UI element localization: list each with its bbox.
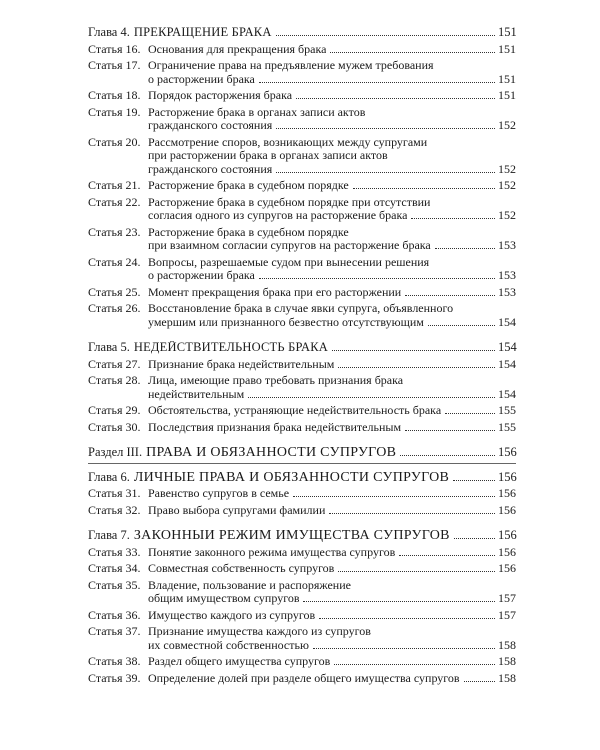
page-number: 157 bbox=[498, 591, 516, 605]
section-divider bbox=[88, 463, 516, 464]
entry-number: Статья 25. bbox=[88, 284, 141, 299]
page-number: 153 bbox=[498, 268, 516, 282]
entry-number: Статья 16. bbox=[88, 41, 141, 56]
page-number: 156 bbox=[498, 528, 517, 542]
entry-number: Раздел III. bbox=[88, 445, 143, 459]
entry-number: Статья 22. bbox=[88, 194, 141, 209]
entry-title: Расторжение брака в судебном порядке bbox=[148, 225, 349, 239]
entry-title: общим имуществом супругов bbox=[148, 592, 300, 605]
toc-entry[interactable] bbox=[88, 286, 516, 300]
page-number: 155 bbox=[498, 403, 516, 417]
page-number: 156 bbox=[498, 445, 517, 459]
page-number: 158 bbox=[498, 670, 516, 685]
page-number: 158 bbox=[498, 654, 516, 668]
entry-number: Статья 21. bbox=[88, 178, 141, 192]
dot-leader bbox=[435, 247, 495, 249]
entry-title: НЕДЕЙСТВИТЕЛЬНОСТЬ БРАКА bbox=[133, 341, 329, 354]
entry-title: гражданского состояния bbox=[148, 119, 273, 132]
entry-title: согласия одного из супругов на расторжение брака bbox=[148, 209, 408, 222]
dot-leader bbox=[248, 396, 495, 398]
toc-entry[interactable] bbox=[88, 179, 516, 193]
toc-entry[interactable] bbox=[88, 404, 516, 418]
toc-entry[interactable] bbox=[88, 302, 516, 329]
entry-title: Последствия признания брака недействительным bbox=[148, 420, 402, 434]
entry-title: ПРАВА И ОБЯЗАННОСТИ СУПРУГОВ bbox=[146, 446, 397, 460]
toc-entry[interactable] bbox=[88, 421, 516, 435]
page-number: 151 bbox=[498, 25, 517, 39]
toc-entry[interactable] bbox=[88, 655, 516, 669]
entry-title: Право выбора супругами фамилии bbox=[148, 503, 326, 517]
toc-entry[interactable] bbox=[88, 226, 516, 253]
entry-title: их совместной собственностью bbox=[148, 638, 309, 652]
dot-leader bbox=[276, 171, 495, 173]
dot-leader bbox=[428, 324, 495, 326]
dot-leader bbox=[332, 349, 495, 351]
toc-entry[interactable] bbox=[88, 136, 516, 177]
entry-title: Порядок расторжения брака bbox=[148, 89, 293, 102]
dot-leader bbox=[399, 554, 495, 556]
page-number: 154 bbox=[498, 356, 516, 371]
page-number: 153 bbox=[498, 284, 516, 299]
page-number: 152 bbox=[498, 178, 516, 192]
entry-title: Момент прекращения брака при его расторжении bbox=[148, 285, 402, 299]
page-number: 156 bbox=[498, 544, 516, 559]
toc-entry[interactable] bbox=[88, 374, 516, 401]
table-of-contents bbox=[88, 26, 516, 688]
dot-leader bbox=[330, 51, 495, 53]
entry-title: Восстановление брака в случае явки супруга, объявленного bbox=[148, 302, 454, 315]
entry-number: Глава 6. bbox=[88, 469, 130, 484]
toc-entry[interactable] bbox=[88, 579, 516, 606]
page-number: 154 bbox=[498, 314, 516, 329]
entry-number: Глава 5. bbox=[88, 340, 130, 354]
entry-title: гражданского состояния bbox=[148, 162, 273, 176]
page-number: 156 bbox=[498, 486, 516, 500]
entry-title: Рассмотрение споров, возникающих между супругами bbox=[148, 135, 428, 149]
entry-number: Статья 30. bbox=[88, 419, 141, 434]
entry-title: Основания для прекращения брака bbox=[148, 42, 327, 56]
page-number: 151 bbox=[498, 71, 516, 86]
entry-title: Расторжение брака в судебном порядке при отсутствии bbox=[148, 195, 431, 209]
entry-title: при расторжении брака в органах записи актов bbox=[148, 149, 388, 162]
entry-title: Расторжение брака в органах записи актов bbox=[148, 105, 366, 119]
page-number: 156 bbox=[498, 561, 516, 575]
toc-entry[interactable] bbox=[88, 609, 516, 623]
dot-leader bbox=[405, 429, 495, 431]
toc-entry[interactable] bbox=[88, 59, 516, 86]
entry-number: Статья 17. bbox=[88, 58, 141, 72]
dot-leader bbox=[453, 479, 495, 481]
dot-leader bbox=[405, 294, 495, 296]
dot-leader bbox=[334, 663, 495, 665]
entry-number: Статья 29. bbox=[88, 403, 141, 417]
entry-number: Статья 37. bbox=[88, 624, 141, 638]
toc-heading[interactable] bbox=[88, 446, 516, 460]
entry-number: Глава 7. bbox=[88, 528, 130, 542]
dot-leader bbox=[313, 647, 495, 649]
entry-number: Статья 32. bbox=[88, 502, 141, 517]
toc-entry[interactable] bbox=[88, 89, 516, 103]
dot-leader bbox=[296, 97, 495, 99]
entry-title: о расторжении брака bbox=[148, 269, 255, 282]
entry-title: ЗАКОННЫЙ РЕЖИМ ИМУЩЕСТВА СУПРУГОВ bbox=[133, 529, 450, 543]
entry-title: недействительным bbox=[148, 387, 245, 401]
entry-number: Статья 35. bbox=[88, 577, 141, 592]
entry-title: Определение долей при разделе общего имущества супругов bbox=[148, 671, 460, 685]
entry-number: Статья 26. bbox=[88, 301, 141, 315]
entry-number: Глава 4. bbox=[88, 25, 130, 39]
toc-heading[interactable] bbox=[88, 471, 516, 485]
entry-title: Лица, имеющие право требовать признания брака bbox=[148, 374, 404, 387]
entry-title: Расторжение брака в судебном порядке bbox=[148, 179, 349, 192]
entry-number: Статья 33. bbox=[88, 544, 141, 559]
entry-title: Ограничение права на предъявление мужем требования bbox=[148, 59, 434, 72]
entry-title: Обстоятельства, устраняющие недействительность брака bbox=[148, 404, 442, 417]
page-number: 158 bbox=[498, 637, 516, 652]
dot-leader bbox=[276, 127, 495, 129]
page-number: 151 bbox=[498, 88, 516, 102]
entry-title: Признание имущества каждого из супругов bbox=[148, 625, 371, 638]
entry-number: Статья 39. bbox=[88, 670, 141, 685]
dot-leader bbox=[293, 495, 495, 497]
toc-entry[interactable] bbox=[88, 43, 516, 57]
entry-number: Статья 34. bbox=[88, 561, 141, 575]
dot-leader bbox=[454, 537, 495, 539]
page-number: 154 bbox=[498, 340, 517, 354]
entry-number: Статья 19. bbox=[88, 104, 141, 119]
entry-title: ЛИЧНЫЕ ПРАВА И ОБЯЗАННОСТИ СУПРУГОВ bbox=[133, 470, 450, 484]
toc-entry[interactable] bbox=[88, 546, 516, 560]
page-number: 153 bbox=[498, 238, 516, 252]
page-number: 155 bbox=[498, 419, 516, 434]
page-number: 154 bbox=[498, 386, 516, 401]
toc-entry[interactable] bbox=[88, 504, 516, 518]
dot-leader bbox=[259, 81, 495, 83]
toc-entry[interactable] bbox=[88, 256, 516, 283]
entry-title: Раздел общего имущества супругов bbox=[148, 655, 331, 668]
dot-leader bbox=[338, 366, 495, 368]
page-number: 152 bbox=[498, 118, 516, 132]
page-number: 156 bbox=[498, 502, 516, 517]
entry-title: при взаимном согласии супругов на расторжение брака bbox=[148, 239, 431, 252]
entry-number: Статья 24. bbox=[88, 254, 141, 269]
entry-number: Статья 28. bbox=[88, 373, 141, 387]
page-number: 151 bbox=[498, 41, 516, 56]
entry-title: Совместная собственность супругов bbox=[148, 562, 335, 575]
entry-title: о расторжении брака bbox=[148, 72, 255, 86]
dot-leader bbox=[303, 600, 495, 602]
page-number: 152 bbox=[498, 208, 516, 222]
section-gap bbox=[88, 520, 516, 529]
toc-entry[interactable] bbox=[88, 672, 516, 686]
toc-entry[interactable] bbox=[88, 358, 516, 372]
toc-heading[interactable] bbox=[88, 529, 516, 543]
entry-title: Владение, пользование и распоряжение bbox=[148, 578, 351, 592]
page-number: 152 bbox=[498, 161, 516, 176]
section-gap bbox=[88, 437, 516, 446]
entry-number: Статья 27. bbox=[88, 356, 141, 371]
dot-leader bbox=[411, 217, 495, 219]
toc-entry[interactable] bbox=[88, 625, 516, 652]
dot-leader bbox=[319, 617, 495, 619]
entry-title: Вопросы, разрешаемые судом при вынесении решения bbox=[148, 255, 430, 269]
toc-heading[interactable] bbox=[88, 341, 516, 355]
entry-number: Статья 38. bbox=[88, 654, 141, 668]
toc-heading[interactable] bbox=[88, 26, 516, 40]
section-gap bbox=[88, 332, 516, 341]
entry-title: ПРЕКРАЩЕНИЕ БРАКА bbox=[133, 26, 272, 39]
entry-number: Статья 23. bbox=[88, 224, 141, 239]
entry-number: Статья 36. bbox=[88, 607, 141, 622]
toc-entry[interactable] bbox=[88, 106, 516, 133]
toc-entry[interactable] bbox=[88, 196, 516, 223]
entry-title: Равенство супругов в семье bbox=[148, 487, 290, 500]
dot-leader bbox=[353, 187, 495, 189]
entry-number: Статья 20. bbox=[88, 134, 141, 149]
entry-number: Статья 31. bbox=[88, 486, 141, 500]
toc-entry[interactable] bbox=[88, 487, 516, 501]
page-number: 156 bbox=[498, 469, 517, 484]
dot-leader bbox=[259, 277, 495, 279]
dot-leader bbox=[400, 454, 495, 456]
dot-leader bbox=[276, 34, 495, 36]
dot-leader bbox=[329, 512, 495, 514]
entry-title: умершим или признанного безвестно отсутствующим bbox=[148, 315, 424, 329]
page-number: 157 bbox=[498, 607, 516, 622]
entry-number: Статья 18. bbox=[88, 88, 141, 102]
entry-title: Признание брака недействительным bbox=[148, 357, 335, 371]
dot-leader bbox=[464, 680, 495, 682]
entry-title: Понятие законного режима имущества супругов bbox=[148, 545, 396, 559]
entry-title: Имущество каждого из супругов bbox=[148, 608, 316, 622]
toc-entry[interactable] bbox=[88, 562, 516, 576]
dot-leader bbox=[338, 570, 495, 572]
dot-leader bbox=[445, 412, 495, 414]
